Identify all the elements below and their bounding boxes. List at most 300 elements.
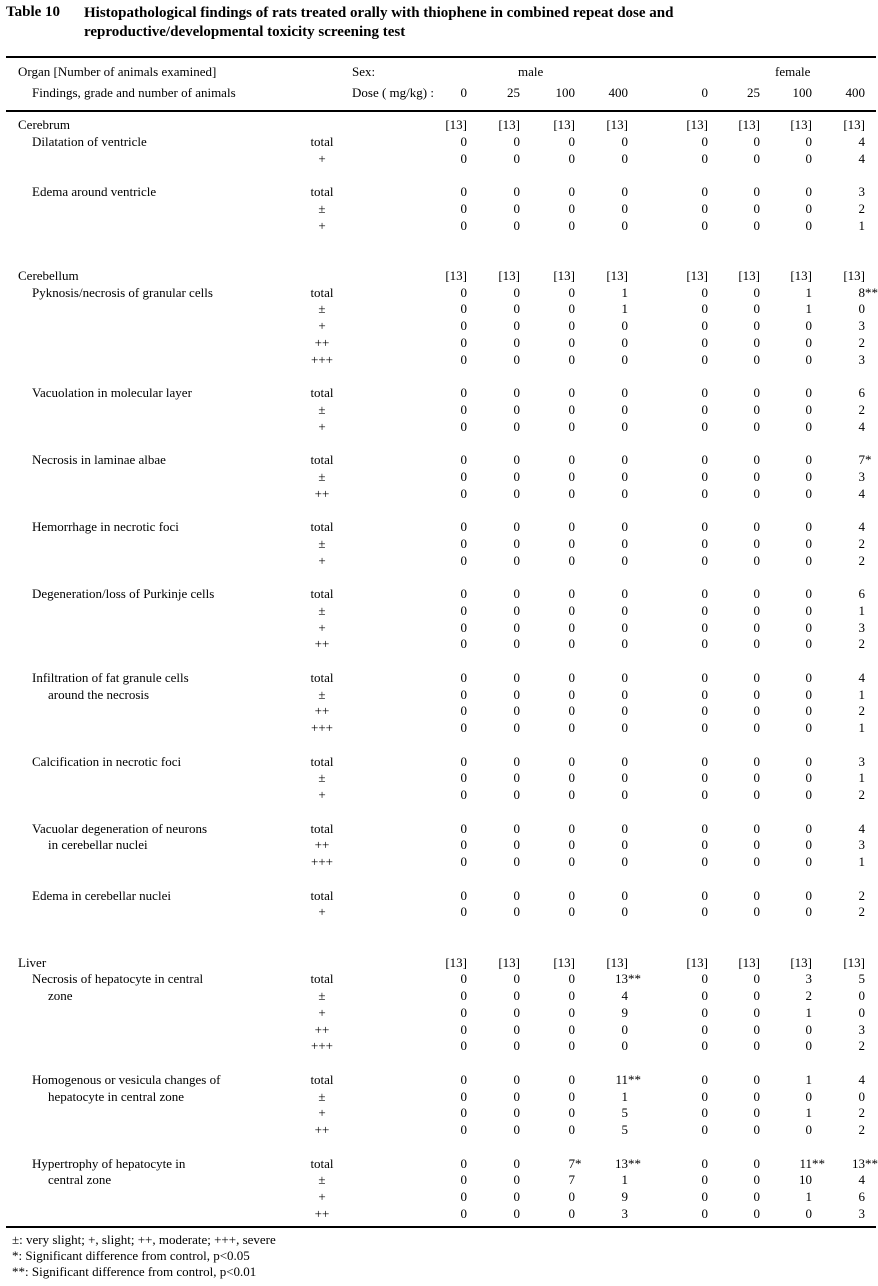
organ-row <box>0 267 876 284</box>
value: 0 <box>621 352 628 367</box>
value-cell <box>752 133 812 150</box>
value-cell <box>407 786 467 803</box>
value: 0 <box>513 1189 520 1204</box>
value-cell <box>648 518 708 535</box>
grade-label: ++ <box>314 1122 330 1137</box>
grade-label: total <box>310 184 334 199</box>
value-cell <box>407 133 467 150</box>
value: 0 <box>701 904 708 919</box>
table-row <box>0 200 876 217</box>
value: 3 <box>858 1022 865 1037</box>
value: 0 <box>568 1038 575 1053</box>
value: 0 <box>753 670 760 685</box>
value: 3 <box>858 754 865 769</box>
value-cell <box>407 903 467 920</box>
value-cell <box>407 635 467 652</box>
value-cell <box>568 468 628 485</box>
value-cell <box>700 1171 760 1188</box>
value-cell <box>515 401 575 418</box>
value: 0 <box>753 854 760 869</box>
value-cell <box>700 853 760 870</box>
value: 0 <box>753 1022 760 1037</box>
value-cell <box>700 769 760 786</box>
dose-header-female-25: 25 <box>747 85 760 100</box>
value: 0 <box>460 988 467 1003</box>
value: 0 <box>460 301 467 316</box>
value-cell <box>648 150 708 167</box>
value-cell <box>568 1205 628 1222</box>
value: 0 <box>753 452 760 467</box>
value-cell <box>407 954 467 971</box>
value: 0 <box>753 134 760 149</box>
value-cell <box>407 451 467 468</box>
value-cell <box>407 200 467 217</box>
value-cell <box>460 903 520 920</box>
value-cell <box>407 1155 467 1172</box>
value: 0 <box>701 888 708 903</box>
value: 0 <box>805 218 812 233</box>
value: 2 <box>858 1122 865 1137</box>
value: 0 <box>513 1038 520 1053</box>
value: 2 <box>858 201 865 216</box>
table-row <box>0 1104 876 1121</box>
value: [13] <box>843 117 865 132</box>
value-cell <box>568 702 628 719</box>
value-cell <box>805 602 865 619</box>
value-cell <box>460 1071 520 1088</box>
value: 0 <box>753 285 760 300</box>
value-cell <box>700 116 760 133</box>
value-cell <box>568 1171 628 1188</box>
value-cell <box>460 887 520 904</box>
value: 0 <box>858 1089 865 1104</box>
value: [13] <box>738 117 760 132</box>
footnote-grades: ±: very slight; +, slight; ++, moderate; +++, severe <box>12 1232 276 1247</box>
value-cell <box>568 384 628 401</box>
value: [13] <box>738 268 760 283</box>
value: 5 <box>621 1105 628 1120</box>
value-cell <box>515 786 575 803</box>
value: 0 <box>513 335 520 350</box>
value-cell <box>700 1104 760 1121</box>
value: [13] <box>445 268 467 283</box>
value-cell <box>515 300 575 317</box>
table-row <box>0 619 876 636</box>
organ-header: Organ [Number of animals examined] <box>18 64 217 79</box>
value: 0 <box>753 971 760 986</box>
value: 3 <box>858 620 865 635</box>
value: 0 <box>568 720 575 735</box>
value-cell <box>460 820 520 837</box>
value-cell <box>648 451 708 468</box>
value-cell <box>805 769 865 786</box>
findings-header: Findings, grade and number of animals <box>32 85 236 100</box>
value: 0 <box>568 318 575 333</box>
value: 9 <box>621 1189 628 1204</box>
value-cell <box>407 384 467 401</box>
value: [13] <box>843 955 865 970</box>
value-cell <box>648 468 708 485</box>
value: 4 <box>858 134 865 149</box>
value-cell <box>648 1004 708 1021</box>
value-cell <box>407 1004 467 1021</box>
value-cell <box>515 987 575 1004</box>
value: 0 <box>753 988 760 1003</box>
value: 0 <box>858 988 865 1003</box>
value-cell <box>460 552 520 569</box>
value-cell <box>407 1071 467 1088</box>
grade-label: total <box>310 586 334 601</box>
value: 0 <box>513 402 520 417</box>
value: 0 <box>805 134 812 149</box>
value-cell <box>752 970 812 987</box>
value-cell <box>515 1021 575 1038</box>
table-row <box>0 820 876 837</box>
table-row <box>0 719 876 736</box>
value-cell <box>648 334 708 351</box>
value: [13] <box>686 117 708 132</box>
value: 0 <box>460 452 467 467</box>
value: 0 <box>568 201 575 216</box>
value-cell <box>568 1088 628 1105</box>
value: 0 <box>513 603 520 618</box>
value-cell <box>407 418 467 435</box>
value: 0 <box>513 1072 520 1087</box>
grade-label: + <box>318 318 326 333</box>
value: 0 <box>568 754 575 769</box>
value: 0 <box>568 335 575 350</box>
value-cell <box>700 1004 760 1021</box>
value-cell <box>648 535 708 552</box>
table-row <box>0 183 876 200</box>
value-cell <box>460 602 520 619</box>
value-cell <box>700 786 760 803</box>
value: 0 <box>513 134 520 149</box>
value-cell <box>648 820 708 837</box>
value-cell <box>648 954 708 971</box>
value-cell <box>752 769 812 786</box>
value-cell <box>568 602 628 619</box>
value-cell <box>805 1171 865 1188</box>
value: 0 <box>621 402 628 417</box>
value-cell <box>700 887 760 904</box>
value: 0 <box>568 1022 575 1037</box>
value-cell <box>568 853 628 870</box>
value: 9 <box>621 1005 628 1020</box>
value: 0 <box>621 218 628 233</box>
value: 0 <box>805 1038 812 1053</box>
value-cell <box>648 602 708 619</box>
value: 0 <box>753 620 760 635</box>
value: 0 <box>753 201 760 216</box>
value-cell <box>568 133 628 150</box>
value: 0 <box>513 837 520 852</box>
value-cell: 13** <box>852 1156 878 1171</box>
value: 0 <box>513 787 520 802</box>
value: 0 <box>805 1122 812 1137</box>
value: 0 <box>753 469 760 484</box>
value: 4 <box>621 988 628 1003</box>
value: 4 <box>858 419 865 434</box>
value-cell <box>700 585 760 602</box>
finding-name: Hypertrophy of hepatocyte in <box>32 1156 186 1171</box>
value-cell: 13** <box>615 1156 641 1171</box>
value-cell <box>460 133 520 150</box>
value: 4 <box>858 151 865 166</box>
value: 0 <box>621 854 628 869</box>
value: 0 <box>621 1038 628 1053</box>
value-cell <box>805 1037 865 1054</box>
value: 0 <box>513 419 520 434</box>
value: 0 <box>568 402 575 417</box>
value-cell <box>648 669 708 686</box>
value: 0 <box>701 854 708 869</box>
value-cell <box>515 468 575 485</box>
grade-label: + <box>318 419 326 434</box>
value: 6 <box>858 385 865 400</box>
value: 0 <box>753 1172 760 1187</box>
table-row <box>0 384 876 401</box>
value-cell <box>407 1021 467 1038</box>
value-cell <box>752 635 812 652</box>
table-row <box>0 887 876 904</box>
value: 1 <box>805 1005 812 1020</box>
value-cell <box>752 300 812 317</box>
value-cell <box>752 987 812 1004</box>
value: 0 <box>568 218 575 233</box>
grade-label: + <box>318 1189 326 1204</box>
value: 0 <box>568 184 575 199</box>
value-cell <box>460 1171 520 1188</box>
value: 0 <box>568 536 575 551</box>
value-cell <box>752 719 812 736</box>
value-cell <box>407 535 467 552</box>
value-cell <box>568 987 628 1004</box>
value: 0 <box>460 536 467 551</box>
table-row <box>0 351 876 368</box>
value: 0 <box>460 385 467 400</box>
value: 3 <box>858 352 865 367</box>
value: 2 <box>858 536 865 551</box>
value: 0 <box>513 452 520 467</box>
value: 0 <box>805 603 812 618</box>
value: 0 <box>513 318 520 333</box>
value: 0 <box>568 854 575 869</box>
value-cell <box>460 401 520 418</box>
value: 0 <box>621 770 628 785</box>
value-cell <box>515 1171 575 1188</box>
value-cell <box>752 786 812 803</box>
value: 2 <box>805 988 812 1003</box>
value-cell <box>568 686 628 703</box>
value: 0 <box>701 670 708 685</box>
table-row <box>0 284 876 301</box>
value-cell <box>515 552 575 569</box>
value: 0 <box>568 837 575 852</box>
organ-name: Cerebellum <box>18 268 79 283</box>
table-row <box>0 602 876 619</box>
grade-label: ++ <box>314 335 330 350</box>
value-cell <box>752 485 812 502</box>
value-cell <box>752 284 812 301</box>
value: 0 <box>568 687 575 702</box>
grade-label: +++ <box>311 854 333 869</box>
table-title: Histopathological findings of rats treated orally with thiophene in combined repeat dose and reproductive/developmental toxicity screening test <box>84 5 674 40</box>
value: 0 <box>460 519 467 534</box>
value-cell <box>700 1021 760 1038</box>
value: 0 <box>513 770 520 785</box>
value-cell <box>515 485 575 502</box>
value: 0 <box>513 352 520 367</box>
value-cell <box>648 267 708 284</box>
value: [13] <box>686 268 708 283</box>
value-cell <box>568 351 628 368</box>
value-cell <box>700 217 760 234</box>
value: 0 <box>568 1206 575 1221</box>
value: 3 <box>858 184 865 199</box>
value: 0 <box>701 603 708 618</box>
value: 0 <box>753 352 760 367</box>
value-cell <box>648 418 708 435</box>
value: 0 <box>621 419 628 434</box>
value: 0 <box>805 519 812 534</box>
value-cell <box>805 987 865 1004</box>
value-cell <box>407 887 467 904</box>
table-row <box>0 1088 876 1105</box>
grade-label: total <box>310 888 334 903</box>
value-cell: 11** <box>615 1072 641 1087</box>
value: 0 <box>513 218 520 233</box>
value-cell <box>752 1188 812 1205</box>
value-cell <box>700 1205 760 1222</box>
value: 0 <box>513 285 520 300</box>
table-row <box>0 1188 876 1205</box>
value: 0 <box>568 1105 575 1120</box>
grade-label: +++ <box>311 1038 333 1053</box>
value: 0 <box>701 754 708 769</box>
value-cell <box>515 619 575 636</box>
value: [13] <box>738 955 760 970</box>
value: 0 <box>460 904 467 919</box>
value-cell <box>460 1205 520 1222</box>
value: 2 <box>858 888 865 903</box>
value-cell <box>460 954 520 971</box>
value: 0 <box>513 553 520 568</box>
value-cell <box>805 133 865 150</box>
value-cell <box>568 334 628 351</box>
value: 0 <box>805 770 812 785</box>
value: 4 <box>858 486 865 501</box>
value: 0 <box>753 486 760 501</box>
value: 0 <box>805 1022 812 1037</box>
finding-name: Pyknosis/necrosis of granular cells <box>32 285 213 300</box>
value-cell <box>648 217 708 234</box>
value: 0 <box>753 687 760 702</box>
value: 0 <box>805 452 812 467</box>
value: 0 <box>701 620 708 635</box>
value: 0 <box>753 1038 760 1053</box>
value-cell <box>515 1004 575 1021</box>
value-cell <box>515 284 575 301</box>
value: [13] <box>445 117 467 132</box>
grade-label: total <box>310 134 334 149</box>
table-row <box>0 317 876 334</box>
value: 0 <box>460 1172 467 1187</box>
value-cell <box>700 418 760 435</box>
value-cell <box>515 702 575 719</box>
value: 0 <box>513 670 520 685</box>
footnote-p01: **: Significant difference from control, p<0.01 <box>12 1264 257 1279</box>
value: 0 <box>621 469 628 484</box>
value: 0 <box>513 385 520 400</box>
grade-label: ± <box>318 1172 326 1187</box>
value-cell: 13** <box>615 971 641 986</box>
value: 0 <box>460 1122 467 1137</box>
value-cell <box>407 1188 467 1205</box>
value: 0 <box>621 151 628 166</box>
value: 1 <box>805 285 812 300</box>
value-cell <box>752 468 812 485</box>
value-cell <box>568 116 628 133</box>
value: 0 <box>701 787 708 802</box>
value: 2 <box>858 904 865 919</box>
value: 0 <box>460 703 467 718</box>
value: 0 <box>701 1189 708 1204</box>
value: 0 <box>805 888 812 903</box>
value-cell <box>407 401 467 418</box>
finding-name: Degeneration/loss of Purkinje cells <box>32 586 215 601</box>
top-rule <box>6 56 876 58</box>
value: 0 <box>753 837 760 852</box>
value-cell <box>805 200 865 217</box>
value-cell <box>700 518 760 535</box>
value-cell <box>407 686 467 703</box>
value-cell <box>568 1188 628 1205</box>
value-cell <box>805 1205 865 1222</box>
value: 4 <box>858 519 865 534</box>
value: 0 <box>568 636 575 651</box>
value: 0 <box>805 636 812 651</box>
table-row <box>0 451 876 468</box>
value-cell <box>752 217 812 234</box>
value-cell <box>752 334 812 351</box>
value: 3 <box>805 971 812 986</box>
value-cell <box>700 753 760 770</box>
value: 2 <box>858 1038 865 1053</box>
value-cell <box>805 468 865 485</box>
value-cell <box>407 820 467 837</box>
value-cell <box>805 686 865 703</box>
grade-label: ++ <box>314 837 330 852</box>
value: 0 <box>513 720 520 735</box>
value: 0 <box>621 687 628 702</box>
value-cell <box>752 853 812 870</box>
grade-label: ± <box>318 536 326 551</box>
value: 0 <box>753 720 760 735</box>
grade-label: ++ <box>314 1206 330 1221</box>
value-cell <box>752 1121 812 1138</box>
value-cell <box>407 552 467 569</box>
value-cell <box>568 300 628 317</box>
value: 0 <box>513 988 520 1003</box>
value-cell <box>805 384 865 401</box>
value: [13] <box>498 117 520 132</box>
finding-name-continued: central zone <box>48 1172 112 1187</box>
value: 0 <box>513 854 520 869</box>
finding-name: Homogenous or vesicula changes of <box>32 1072 221 1087</box>
value-cell <box>568 954 628 971</box>
value-cell <box>648 702 708 719</box>
